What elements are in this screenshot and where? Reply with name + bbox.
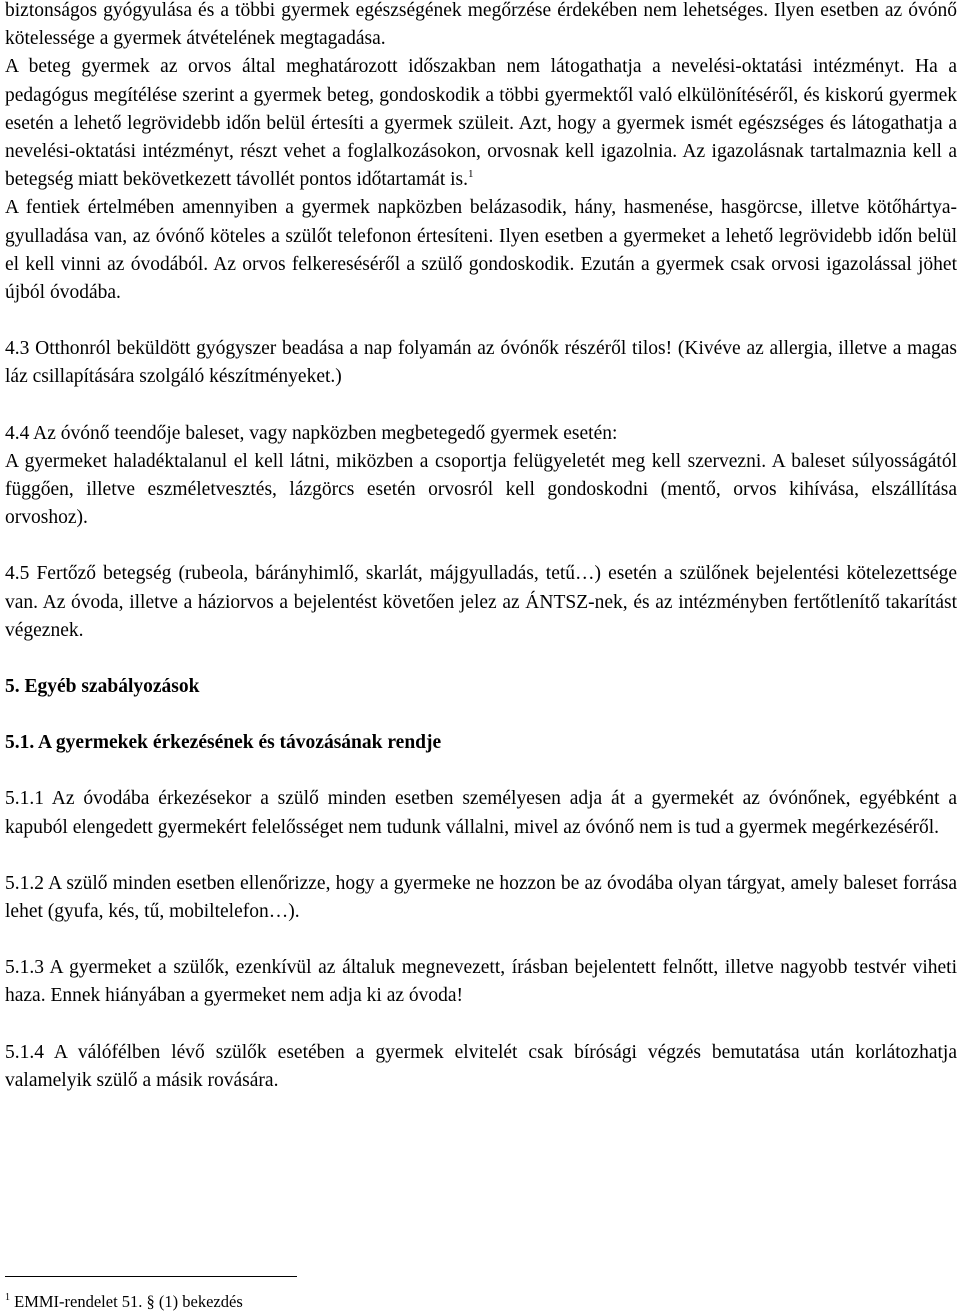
document-page [5, 0, 957, 1095]
rule-5-1-3: 5.1.3 A gyermeket a szülők, ezenkívül az általuk megnevezett, írásban bejelentett felnőtt, illetve nagyobb testvér viheti haza. Ennek hiányában a gyermeket nem adja ki az óvoda! [5, 957, 957, 1007]
rule-5-1-1: 5.1.1 Az óvodába érkezésekor a szülő minden esetben személyesen adja át a gyermekét az óvónőnek, egyébként a kapuból elengedett gyermekért felelősséget nem tudunk vállalni, mivel az óvónő nem is tud a gyermek megérkezéséről. [5, 788, 957, 838]
section-4-3-medication: 4.3 Otthonról beküldött gyógyszer beadása a nap folyamán az óvónők részéről tilos! (Kivéve az allergia, illetve a magas láz csillapítására szolgáló készítményeket.) [5, 338, 957, 388]
footnote-separator [5, 1276, 297, 1277]
heading-section-5-1: 5.1. A gyermekek érkezésének és távozásának rendje [5, 732, 442, 754]
section-4-5-infectious-disease: 4.5 Fertőző betegség (rubeola, bárányhimlő, skarlát, májgyulladás, tetű…) esetén a szülőnek bejelentési kötelezettsége van. Az óvoda, illetve a háziorvos a bejelentést követően jelez az ÁNTSZ-nek, és az intézményben fertőtlenítő takarítást végeznek. [5, 563, 957, 641]
paragraph-sick-child [5, 53, 957, 194]
footnote [5, 1291, 243, 1313]
section-4-4-title: 4.4 Az óvónő teendője baleset, vagy napközben megbetegedő gyermek esetén: [5, 422, 618, 444]
rule-5-1-4: 5.1.4 A válófélben lévő szülők esetében a gyermek elvitelét csak bírósági végzés bemutatása után korlátozhatja valamelyik szülő a másik rovására. [5, 1041, 957, 1091]
section-4-4-body: A gyermeket haladéktalanul el kell látni, miközben a csoportja felügyeletét meg kell szervezni. A baleset súlyosságától függően, illetve eszméletvesztés, lázgörcs esetén orvosról kell gondoskodni (mentő, orvos kihívása, elszállítása orvoshoz). [5, 450, 957, 529]
rule-5-1-2: 5.1.2 A szülő minden esetben ellenőrizze, hogy a gyermeke ne hozzon be az óvodába olyan tárgyat, amely baleset forrása lehet (gyufa, kés, tű, mobiltelefon…). [5, 872, 957, 923]
footnote-marker: 1 [5, 1292, 10, 1303]
heading-section-5: 5. Egyéb szabályozások [5, 676, 200, 698]
footnote-reference: 1 [468, 168, 474, 181]
footnote-text: EMMI-rendelet 51. § (1) bekezdés [14, 1292, 243, 1311]
paragraph-sick-child-text: A beteg gyermek az orvos által meghatározott időszakban nem látogathatja a nevelési-oktatási intézményt. Ha a pedagógus megítélése szerint a gyermek beteg, gondoskodik a többi gyermektől való elkülönítéséről, és kiskorú gyermek esetén a lehető legrövidebb időn belül értesíti a gyermek szüleit. Azt, hogy a gyermek ismét egészséges és látogathatja a nevelési-oktatási intézményt, részt vehet a foglalkozásokon, orvosnak kell igazolnia. Az igazolásnak tartalmaznia kell a betegség miatt bekövetkezett távollét pontos időtartamát is. [5, 56, 957, 191]
paragraph-admission-refusal: biztonságos gyógyulása és a többi gyermek egészségének megőrzése érdekében nem lehetséges. Ilyen esetben az óvónő kötelessége a gyermek átvételének megtagadása. [5, 0, 957, 50]
paragraph-parent-notification: A fentiek értelmében amennyiben a gyermek napközben belázasodik, hány, hasmenése, hasgörcse, illetve kötőhártya-gyulladása van, az óvónő köteles a szülőt telefonon értesíteni. Ilyen esetben a gyermeket a lehető legrövidebb időn belül el kell vinni az óvodából. Az orvos felkereséséről a szülő gondoskodik. Ezután a gyermek csak orvosi igazolással jöhet újból óvodába. [5, 197, 957, 304]
